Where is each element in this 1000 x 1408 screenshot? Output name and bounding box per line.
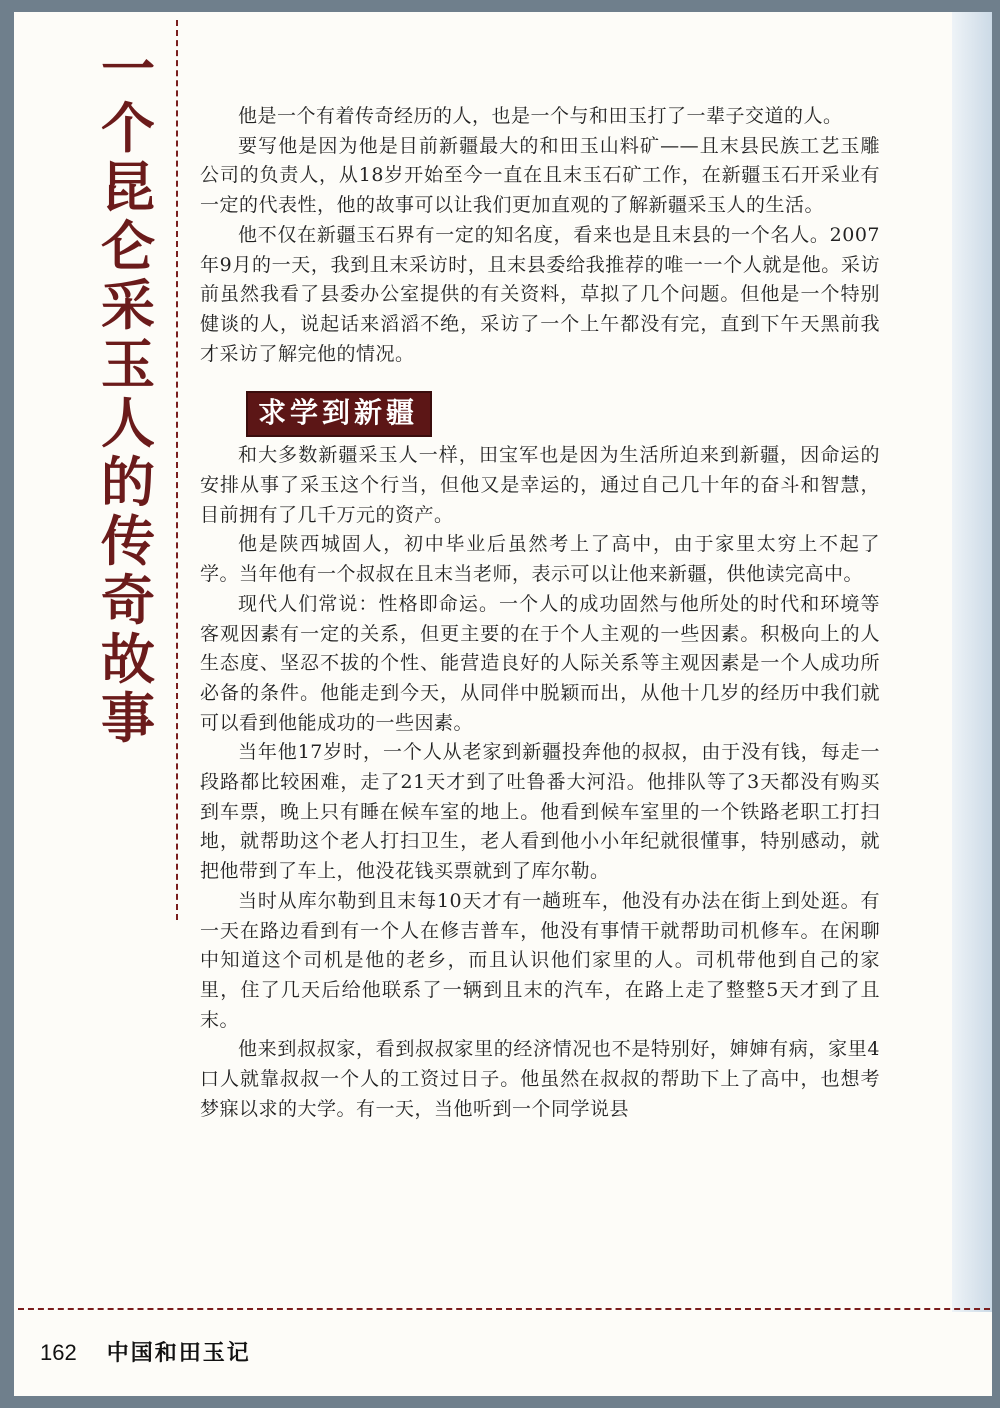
frame-left-border — [0, 0, 14, 1408]
paragraph: 要写他是因为他是目前新疆最大的和田玉山料矿——且末县民族工艺玉雕公司的负责人，从18岁开始至今一直在且末玉石矿工作，在新疆玉石开采业有一定的代表性，他的故事可以让我们更加直观的了解新疆采玉人的生活。 — [200, 134, 880, 217]
title-char: 传 — [101, 510, 155, 573]
page-footer — [40, 1336, 251, 1367]
paragraph: 他是一个有着传奇经历的人，也是一个与和田玉打了一辈子交道的人。 — [238, 105, 843, 127]
paragraph: 现代人们常说：性格即命运。一个人的成功固然与他所处的时代和环境等客观因素有一定的关系，但更主要的在于个人主观的一些因素。积极向上的人生态度、坚忍不拔的个性、能营造良好的人际关系等主观因素是一个人成功所必备的条件。他能走到今天，从同伴中脱颖而出，从他十几岁的经历中我们就可以看到他能成功的一些因素。 — [200, 592, 880, 734]
frame-bottom-border — [0, 1396, 1000, 1408]
section-heading: 求学到新疆 — [246, 391, 432, 437]
body-text — [200, 102, 880, 1125]
page-number: 162 — [40, 1340, 77, 1365]
paragraph: 他来到叔叔家，看到叔叔家里的经济情况也不是特别好，婶婶有病，家里4口人就靠叔叔一个人的工资过日子。他虽然在叔叔的帮助下上了高中，也想考梦寐以求的大学。有一天，当他听到一个同学说县 — [200, 1038, 880, 1120]
book-title: 中国和田玉记 — [106, 1340, 251, 1366]
title-char: 奇 — [101, 569, 155, 632]
title-char: 事 — [101, 687, 155, 750]
title-char: 采 — [101, 274, 155, 337]
paragraph: 他不仅在新疆玉石界有一定的知名度，看来也是且末县的一个名人。2007年9月的一天，我到且末采访时，且末县委给我推荐的唯一一个人就是他。采访前虽然我看了县委办公室提供的有关资料，草拟了几个问题。但他是一个特别健谈的人，说起话来滔滔不绝，采访了一个上午都没有完，直到下午天黑前我才采访了解完他的情况。 — [200, 223, 880, 365]
paragraph: 和大多数新疆采玉人一样，田宝军也是因为生活所迫来到新疆，因命运的安排从事了采玉这个行当，但他又是幸运的，通过自己几十年的奋斗和智慧，目前拥有了几千万元的资产。 — [200, 444, 880, 526]
title-divider-line — [176, 20, 178, 920]
title-char: 昆 — [101, 156, 155, 219]
paragraph: 当年他17岁时，一个人从老家到新疆投奔他的叔叔，由于没有钱，每走一段路都比较困难，走了21天才到了吐鲁番大河沿。他排队等了3天都没有购买到车票，晚上只有睡在候车室的地上。他看到候车室里的一个铁路老职工打扫地，就帮助这个老人打扫卫生，老人看到他小小年纪就很懂事，特别感动，就把他带到了车上，他没花钱买票就到了库尔勒。 — [200, 741, 880, 883]
title-char: 的 — [101, 451, 155, 514]
title-char: 个 — [101, 97, 155, 160]
title-char: 玉 — [101, 333, 155, 396]
chapter-title — [96, 40, 160, 748]
title-char: 仑 — [101, 215, 155, 278]
title-char: 故 — [101, 628, 155, 691]
title-char: 一 — [101, 38, 155, 101]
title-char: 人 — [101, 392, 155, 455]
paragraph: 当时从库尔勒到且末每10天才有一趟班车，他没有办法在街上到处逛。有一天在路边看到有一个人在修吉普车，他没有事情干就帮助司机修车。在闲聊中知道这个司机是他的老乡，而且认识他们家里的人。司机带他到自己的家里，住了几天后给他联系了一辆到且末的汽车，在路上走了整整5天才到了且末。 — [200, 889, 880, 1031]
footer-divider-line — [18, 1308, 990, 1310]
frame-right-border — [992, 0, 1000, 1408]
frame-top-border — [0, 0, 1000, 12]
paragraph: 他是陕西城固人，初中毕业后虽然考上了高中，由于家里太穷上不起了学。当年他有一个叔叔在且末当老师，表示可以让他来新疆，供他读完高中。 — [200, 533, 880, 586]
